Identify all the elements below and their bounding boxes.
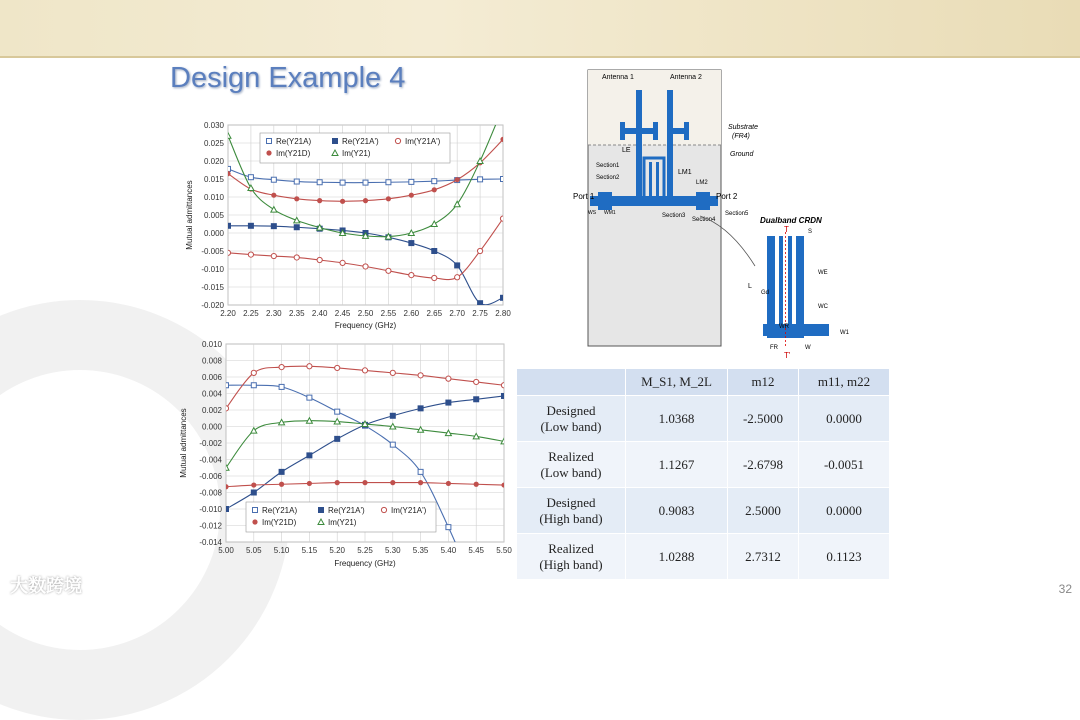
y-tick-label: -0.014: [199, 538, 222, 547]
x-tick-label: 2.50: [357, 309, 374, 318]
data-point: [390, 480, 395, 485]
data-point: [307, 395, 312, 400]
table-header-row: [517, 369, 890, 396]
data-point: [446, 481, 451, 486]
data-point: [223, 406, 228, 411]
data-point: [307, 481, 312, 486]
s-label: S: [808, 229, 813, 235]
data-point: [446, 525, 451, 530]
data-point: [478, 177, 483, 182]
table-cell: -2.5000: [728, 396, 799, 442]
legend-label: Im(Y21): [342, 149, 371, 158]
data-point: [271, 193, 276, 198]
data-point: [409, 273, 414, 278]
data-point: [251, 482, 256, 487]
y-tick-label: 0.004: [201, 389, 222, 399]
data-point: [248, 175, 253, 180]
row-label: [517, 488, 626, 534]
table-cell: 0.1123: [799, 534, 890, 580]
data-point: [474, 482, 479, 487]
port-1-label: Port 1: [573, 192, 595, 201]
row-label-line1: Designed: [546, 494, 596, 510]
dualband-crdn-label: Dualband CRDN: [760, 216, 822, 225]
table-header-cell: m12: [728, 369, 799, 396]
data-point: [340, 199, 345, 204]
data-point: [248, 223, 253, 228]
data-point: [294, 255, 299, 260]
legend-marker: [395, 138, 400, 143]
data-point: [271, 224, 276, 229]
data-point: [432, 249, 437, 254]
data-point: [251, 370, 256, 375]
data-point: [363, 264, 368, 269]
antenna-2-label: Antenna 2: [670, 74, 702, 81]
table-cell: 1.1267: [626, 442, 728, 488]
wr-label: WR: [779, 324, 789, 330]
ground-label: Ground: [730, 151, 754, 158]
data-point: [340, 260, 345, 265]
data-point: [279, 365, 284, 370]
data-point: [251, 383, 256, 388]
row-label-line2: (High band): [539, 510, 603, 526]
section4-label: Section4: [692, 217, 716, 223]
data-point: [390, 370, 395, 375]
y-tick-label: 0.030: [203, 121, 224, 130]
data-point: [390, 442, 395, 447]
legend-label: Re(Y21A'): [328, 506, 365, 515]
table-cell: 0.0000: [799, 488, 890, 534]
y-tick-label: -0.010: [199, 505, 222, 514]
l-label: L: [748, 283, 752, 290]
legend-label: Im(Y21D): [276, 149, 311, 158]
w-label: W: [805, 345, 811, 351]
antenna-layout-figure: [570, 66, 910, 364]
data-point: [432, 275, 437, 280]
data-point: [317, 257, 322, 262]
table-row: [517, 488, 890, 534]
legend-marker: [267, 139, 272, 144]
data-point: [362, 368, 367, 373]
t-top-label: T: [784, 225, 789, 234]
legend-marker: [253, 508, 258, 513]
table-cell: 1.0288: [626, 534, 728, 580]
x-tick-label: 2.80: [495, 309, 511, 318]
data-point: [501, 295, 506, 300]
x-tick-label: 5.05: [246, 546, 262, 555]
table-cell: -2.6798: [728, 442, 799, 488]
x-axis-label: Frequency (GHz): [334, 559, 396, 568]
w1-label: W1: [840, 330, 849, 336]
data-point: [390, 413, 395, 418]
section3-label: Section3: [662, 213, 686, 219]
y-tick-label: 0.010: [203, 193, 224, 202]
x-tick-label: 2.40: [311, 309, 328, 318]
data-point: [335, 480, 340, 485]
y-tick-label: -0.012: [199, 521, 222, 531]
coupling-parameter-table: [516, 368, 890, 580]
data-point: [418, 469, 423, 474]
data-point: [335, 409, 340, 414]
substrate-label: Substrate: [728, 124, 758, 131]
data-point: [224, 383, 229, 388]
legend-label: Im(Y21A'): [405, 137, 441, 146]
data-point: [474, 379, 479, 384]
x-tick-label: 5.25: [357, 546, 373, 555]
chart-legend: [246, 502, 436, 532]
data-point: [279, 469, 284, 474]
data-point: [478, 301, 483, 306]
data-point: [362, 480, 367, 485]
chart-legend: [260, 133, 450, 163]
legend-label: Re(Y21A): [276, 137, 312, 146]
data-point: [386, 180, 391, 185]
data-point: [363, 198, 368, 203]
substrate-fr4-label: (FR4): [732, 133, 750, 140]
y-tick-label: 0.002: [201, 406, 222, 415]
data-point: [251, 490, 256, 495]
data-point: [317, 180, 322, 185]
data-point: [335, 436, 340, 441]
table-row: [517, 442, 890, 488]
data-point: [500, 137, 505, 142]
y-axis-label: Mutual admittances: [179, 408, 188, 478]
data-point: [294, 196, 299, 201]
data-point: [307, 364, 312, 369]
table-cell: 0.0000: [799, 396, 890, 442]
y-tick-label: -0.004: [199, 455, 222, 465]
row-label-line2: (High band): [539, 556, 603, 572]
section5-label: Section5: [725, 211, 749, 217]
data-point: [279, 482, 284, 487]
x-tick-label: 5.15: [301, 546, 318, 555]
data-point: [501, 177, 506, 182]
data-point: [432, 187, 437, 192]
logo-text: 大数跨境: [10, 576, 82, 596]
y-tick-label: -0.008: [199, 488, 222, 498]
legend-marker: [252, 519, 257, 524]
data-point: [409, 179, 414, 184]
lm2-label: LM2: [696, 180, 708, 186]
data-point: [294, 179, 299, 184]
legend-label: Im(Y21D): [262, 518, 297, 527]
table-cell: -0.0051: [799, 442, 890, 488]
y-tick-label: 0.000: [201, 422, 222, 432]
y-tick-label: 0.015: [203, 175, 224, 184]
data-point: [409, 241, 414, 246]
data-point: [501, 383, 506, 388]
y-tick-label: -0.020: [201, 301, 224, 310]
x-tick-label: 2.45: [334, 309, 351, 318]
x-axis-label: Frequency (GHz): [334, 321, 397, 330]
port-2-label: Port 2: [716, 192, 738, 201]
x-tick-label: 5.20: [329, 546, 345, 555]
data-point: [271, 253, 276, 258]
row-label: [517, 442, 626, 488]
legend-marker: [319, 508, 324, 513]
row-label-line1: Designed: [546, 402, 596, 418]
data-point: [500, 216, 505, 221]
y-tick-label: -0.006: [199, 472, 222, 481]
legend-marker: [381, 507, 386, 512]
we-label: WE: [818, 270, 828, 276]
data-point: [294, 225, 299, 230]
table-row: [517, 534, 890, 580]
table-header-cell: M_S1, M_2L: [626, 369, 728, 396]
table-row: [517, 396, 890, 442]
wc-label: WC: [818, 304, 828, 310]
lm1-label: LM1: [678, 169, 692, 176]
x-tick-label: 5.30: [385, 546, 401, 555]
data-point: [477, 248, 482, 253]
data-point: [335, 365, 340, 370]
crdn-detail-shape: [763, 236, 829, 338]
x-tick-label: 2.55: [380, 309, 397, 318]
y-tick-label: -0.002: [199, 439, 222, 448]
row-label-line1: Realized: [548, 540, 594, 556]
le-label: LE: [622, 147, 631, 154]
slide-title: Design Example 4: [170, 62, 406, 94]
data-point: [224, 507, 229, 512]
x-tick-label: 2.20: [220, 309, 236, 318]
data-point: [446, 400, 451, 405]
y-tick-label: 0.020: [203, 157, 224, 166]
y-tick-label: -0.015: [201, 283, 224, 292]
legend-label: Re(Y21A): [262, 506, 298, 515]
section2-label: Section2: [596, 175, 620, 181]
table-cell: 2.5000: [728, 488, 799, 534]
row-label: [517, 534, 626, 580]
legend-marker: [266, 150, 271, 155]
ws-label: WS: [588, 210, 597, 216]
data-point: [409, 193, 414, 198]
data-point: [340, 180, 345, 185]
data-point: [386, 196, 391, 201]
legend-label: Im(Y21A'): [391, 506, 427, 515]
data-point: [455, 263, 460, 268]
data-point: [418, 480, 423, 485]
x-tick-label: 2.30: [266, 309, 282, 318]
y-tick-label: 0.025: [203, 139, 224, 148]
t-bottom-label: T': [784, 351, 791, 360]
row-label-line2: (Low band): [540, 464, 602, 480]
data-point: [226, 166, 231, 171]
data-point: [223, 484, 228, 489]
data-point: [386, 268, 391, 273]
x-tick-label: 2.35: [288, 309, 305, 318]
x-tick-label: 5.50: [496, 546, 512, 555]
x-tick-label: 2.65: [426, 309, 443, 318]
x-tick-label: 5.00: [218, 546, 234, 555]
x-tick-label: 2.75: [472, 309, 488, 318]
legend-label: Im(Y21): [328, 518, 357, 527]
x-tick-label: 5.10: [273, 546, 290, 555]
table-cell: 0.9083: [626, 488, 728, 534]
low-band-admittance-chart: [182, 115, 517, 330]
row-label: [517, 396, 626, 442]
legend-marker: [333, 139, 338, 144]
wm1-label: WM1: [604, 210, 616, 216]
antenna-1-label: Antenna 1: [602, 74, 634, 81]
x-tick-label: 5.45: [468, 546, 484, 555]
x-tick-label: 5.40: [440, 546, 457, 555]
y-tick-label: -0.005: [201, 247, 224, 256]
x-tick-label: 2.60: [403, 309, 420, 318]
data-point: [501, 482, 506, 487]
y-tick-label: -0.010: [201, 265, 224, 274]
row-label-line1: Realized: [548, 448, 594, 464]
data-point: [502, 393, 507, 398]
y-tick-label: 0.000: [203, 229, 224, 238]
page-number: 32: [1058, 582, 1072, 596]
data-point: [226, 223, 231, 228]
y-tick-label: 0.010: [201, 340, 222, 349]
data-point: [474, 397, 479, 402]
gd-label: Gd: [761, 290, 770, 296]
data-point: [225, 250, 230, 255]
x-tick-label: 2.25: [243, 309, 259, 318]
x-tick-label: 5.35: [412, 546, 429, 555]
data-point: [418, 406, 423, 411]
fr-label: FR: [770, 345, 778, 351]
data-point: [307, 453, 312, 458]
header-banner: [0, 0, 1080, 58]
data-point: [271, 177, 276, 182]
section1-label: Section1: [596, 163, 620, 169]
data-point: [363, 180, 368, 185]
data-point: [317, 198, 322, 203]
legend-label: Re(Y21A'): [342, 137, 379, 146]
data-point: [225, 171, 230, 176]
table-header-cell: [517, 369, 626, 396]
data-point: [455, 275, 460, 280]
data-point: [455, 177, 460, 182]
y-tick-label: 0.006: [201, 373, 222, 382]
x-tick-label: 2.70: [449, 309, 465, 318]
data-point: [446, 376, 451, 381]
data-point: [279, 384, 284, 389]
data-point: [418, 373, 423, 378]
data-point: [248, 252, 253, 257]
high-band-admittance-chart: [176, 336, 516, 568]
table-header-cell: m11, m22: [799, 369, 890, 396]
data-point: [432, 179, 437, 184]
table-cell: 1.0368: [626, 396, 728, 442]
y-axis-label: Mutual admittances: [185, 180, 194, 250]
row-label-line2: (Low band): [540, 418, 602, 434]
y-tick-label: 0.008: [201, 356, 222, 366]
y-tick-label: 0.005: [203, 211, 224, 220]
table-cell: 2.7312: [728, 534, 799, 580]
